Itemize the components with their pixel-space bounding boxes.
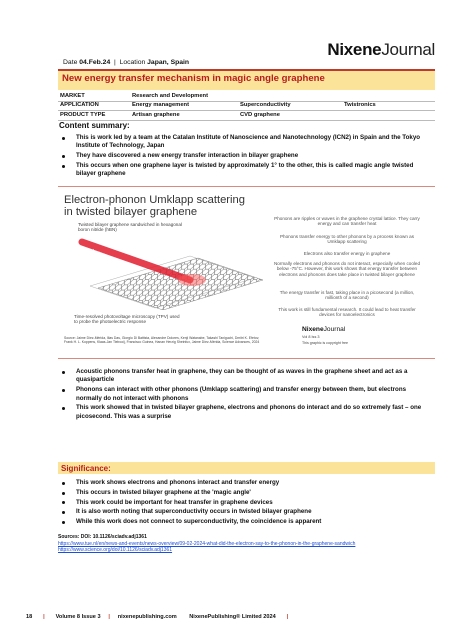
title-bar (58, 71, 435, 90)
footer-copyright: NixenePublishing® Limited 2024 (189, 614, 276, 620)
lattice-sheet (98, 258, 263, 310)
figure-tpv-note: Time-resolved photovoltage microscopy (TPV) used to probe the photoelectric response (74, 314, 180, 325)
sources-doi: Sources: DOI: 10.1126/sciadv.adj1361 (58, 534, 147, 540)
page-number: 18 (26, 614, 33, 620)
footer-volume: Volume 8 Issue 3 (55, 614, 101, 620)
dateline: Date 04.Feb.24 | Location Japan, Spain (63, 59, 190, 66)
article-location: Japan, Spain (147, 59, 190, 66)
significance-list (58, 479, 430, 528)
list-item: This work shows electrons and phonons interact and transfer energy (58, 479, 430, 487)
graphene-lattice-illustration (78, 238, 268, 310)
figure-note: Phonons transfer energy to other phonons by a process known as Umklapp scattering (279, 234, 415, 245)
figure-note: Phonons are ripples or waves in the graphene crystal lattice. They carry energy and can transfer heat (274, 216, 420, 227)
findings-list (58, 368, 430, 423)
list-item: They have discovered a new energy transfer interaction in bilayer graphene (58, 152, 430, 160)
list-item: This work showed that in twisted bilayer graphene, electrons and phonons do interact and do so extremely fast – one picosecond. This was a surprise (58, 404, 430, 421)
infographic-figure (58, 186, 435, 360)
figure-note: Electrons also transfer energy in graphene (303, 251, 391, 256)
figure-logo: NixeneJournal (302, 326, 346, 333)
figure-source: Source: Jaime Díez-Mérida, Ilias Das, Giorgio Di Battista, Alexandre Dolores, Kenji Watanabe, Takashi Taniguchi, Dmitri K. Efetov, Frank H. L. Koppens, Klaas-Jan Tielrooij, Francisco Guinea, Hanan Herzig Sheinfux, Jaime Díez-Mérida, Science Advances, 2024 (64, 336, 260, 345)
page-footer: 18 | Volume 8 Issue 3 | nixenepublishing.com NixenePublishing® Limited 2024 | (26, 614, 289, 620)
list-item: This occurs when one graphene layer is twisted by approximately 1° to the other, this is called magic angle twisted bilayer graphene (58, 162, 430, 179)
list-item: It is also worth noting that superconductivity occurs in twisted bilayer graphene (58, 508, 430, 516)
list-item: This is work led by a team at the Catalan Institute of Nanoscience and Nanotechnology (ICN2) in Spain and the Tokyo Institute of Technology, Japan (58, 134, 430, 151)
summary-list (58, 134, 430, 180)
laser-label: Laser (91, 248, 106, 259)
source-link[interactable]: https://www.tue.nl/en/news-and-events/news-overview/09-02-2024-what-did-the-electron-say-to-the-phonon-in-the-graphene-sandwich (58, 540, 356, 547)
figure-note: Normally electrons and phonons do not interact, especially when cooled below -75°C. However, this work shows that energy transfer between electrons and phonons does take place in twisted bilayer graphene (273, 261, 421, 277)
list-item: Phonons can interact with other phonons (Umklapp scattering) and transfer energy between them, but electrons normally do not interact with phonons (58, 386, 430, 403)
figure-copyright-note: This graphic is copyright free (302, 341, 348, 345)
list-item: While this work does not connect to superconductivity, the coincidence is apparent (58, 518, 430, 526)
article-title: New energy transfer mechanism in magic angle graphene (62, 73, 325, 84)
figure-logo-sub: Vol 8 Iss 3 (302, 335, 320, 339)
list-item: This work could be important for heat transfer in graphene devices (58, 499, 430, 507)
figure-note: This work is still fundamental research. It could lead to heat transfer devices for nanoelectronics (278, 307, 416, 318)
list-item: This occurs in twisted bilayer graphene at the 'magic angle' (58, 489, 430, 497)
figure-bottom-rule (58, 358, 435, 359)
figure-top-rule (58, 186, 435, 187)
figure-left-note: Twisted bilayer graphene sandwiched in hexagonal boron nitride (hBN) (78, 222, 182, 233)
figure-note: The energy transfer is fast, taking place in a picosecond (a million, millionth of a second) (279, 290, 415, 301)
article-date: 04.Feb.24 (79, 59, 111, 66)
meta-row-product-type: PRODUCT TYPE Artisan graphene CVD graphene (58, 111, 435, 121)
laser-spot (178, 274, 206, 286)
summary-heading: Content summary: (59, 121, 130, 130)
significance-bar (58, 462, 435, 474)
meta-table (58, 92, 435, 121)
source-link[interactable]: https://www.science.org/doi/10.1126/sciadv.adj1361 (58, 547, 173, 554)
meta-row-market: MARKET Research and Development (58, 92, 435, 102)
significance-heading: Significance: (61, 463, 111, 473)
meta-row-application: APPLICATION Energy management Superconductivity Twistronics (58, 102, 435, 112)
sources-block (58, 534, 435, 554)
journal-brand: NixeneJournal (327, 40, 435, 59)
figure-title: Electron-phonon Umklapp scattering in twisted bilayer graphene (64, 194, 245, 218)
footer-site: nixenepublishing.com (117, 614, 177, 620)
list-item: Acoustic phonons transfer heat in graphene, they can be thought of as waves in the graphene sheet and act as a quasiparticle (58, 368, 430, 385)
